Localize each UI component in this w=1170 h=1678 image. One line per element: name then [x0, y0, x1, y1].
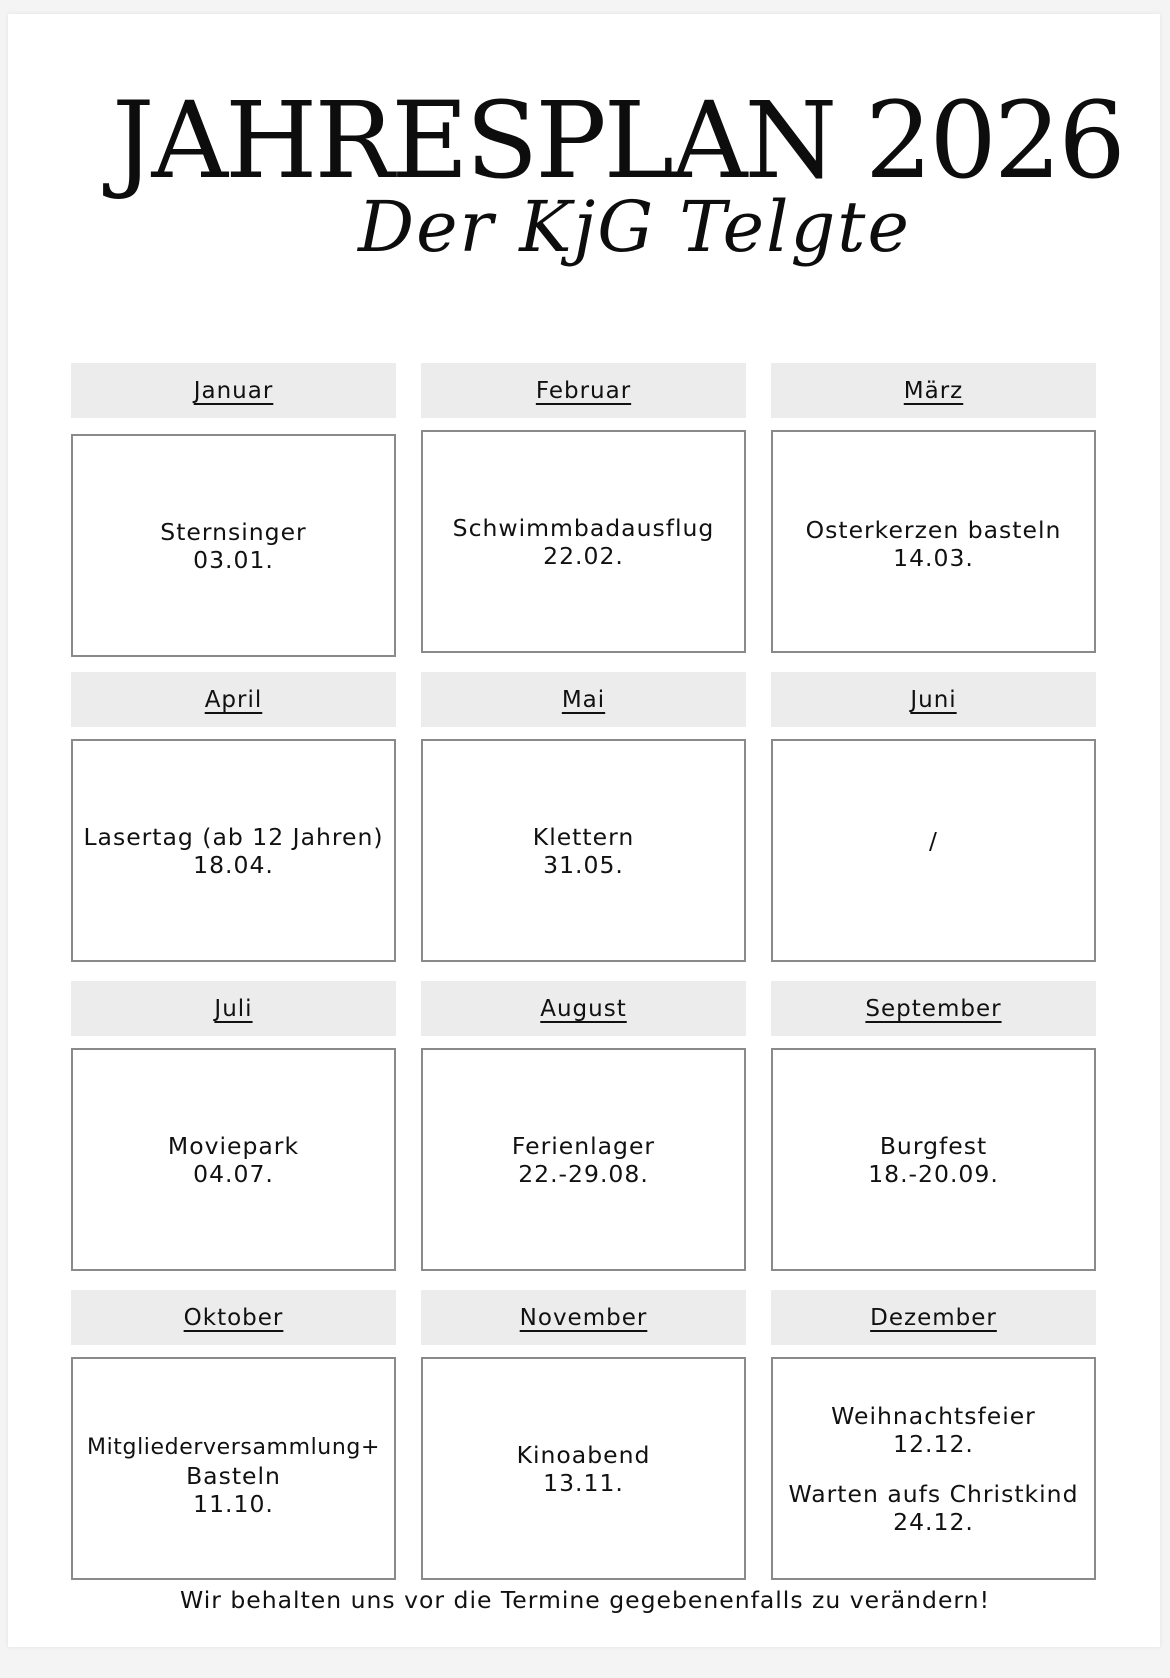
event-name: Burgfest [879, 1131, 988, 1160]
event-name: Ferienlager [511, 1131, 656, 1160]
month-box-november [421, 1357, 746, 1580]
event-name-2: Warten aufs Christkind [788, 1479, 1079, 1508]
month-header-september: September [771, 981, 1096, 1036]
event-date: 04.07. [193, 1159, 274, 1188]
event-name: / [929, 826, 938, 855]
page-subtitle: Der KjG Telgte [358, 186, 911, 268]
event-date-2: 24.12. [893, 1507, 974, 1536]
month-header-april: April [71, 672, 396, 727]
month-header-februar: Februar [421, 363, 746, 418]
month-box-august [421, 1048, 746, 1271]
event-name: Schwimmbadausflug [452, 513, 715, 542]
month-header-juli: Juli [71, 981, 396, 1036]
month-box-mai [421, 739, 746, 962]
month-box-januar [71, 434, 396, 657]
event-name: Kinoabend [516, 1440, 651, 1469]
month-box-maerz [771, 430, 1096, 653]
event-date: 18.04. [193, 850, 274, 879]
event-name: Weihnachtsfeier [831, 1401, 1036, 1430]
event-date: 14.03. [893, 544, 974, 572]
event-date: 22.02. [543, 541, 624, 570]
month-box-dezember [771, 1357, 1096, 1580]
event-date: 22.-29.08. [518, 1159, 649, 1188]
month-box-september [771, 1048, 1096, 1271]
month-box-juli [71, 1048, 396, 1271]
event-name: Mitgliederversammlung+ [87, 1434, 380, 1460]
event-date: 13.11. [543, 1468, 624, 1497]
event-name: Osterkerzen basteln [805, 516, 1062, 544]
event-date: 11.10. [193, 1489, 274, 1518]
event-name-2: Basteln [186, 1461, 281, 1490]
month-box-april [71, 739, 396, 962]
month-header-mai: Mai [421, 672, 746, 727]
footer-note: Wir behalten uns vor die Termine gegebenenfalls zu verändern! [180, 1586, 990, 1614]
month-box-februar [421, 430, 746, 653]
month-box-oktober [71, 1357, 396, 1580]
month-box-juni [771, 739, 1096, 962]
event-name: Moviepark [167, 1131, 300, 1160]
month-header-maerz: März [771, 363, 1096, 418]
event-name: Lasertag (ab 12 Jahren) [83, 822, 384, 851]
month-header-august: August [421, 981, 746, 1036]
event-date: 12.12. [893, 1429, 974, 1458]
month-header-november: November [421, 1290, 746, 1345]
event-date: 31.05. [543, 850, 624, 879]
month-header-juni: Juni [771, 672, 1096, 727]
month-header-dezember: Dezember [771, 1290, 1096, 1345]
event-date: 03.01. [193, 545, 274, 574]
page-title: JAHRESPLAN 2026 [112, 79, 1123, 202]
month-header-oktober: Oktober [71, 1290, 396, 1345]
event-name: Klettern [532, 822, 635, 851]
event-date: 18.-20.09. [868, 1159, 999, 1188]
month-header-januar: Januar [71, 363, 396, 418]
event-name: Sternsinger [160, 517, 307, 546]
